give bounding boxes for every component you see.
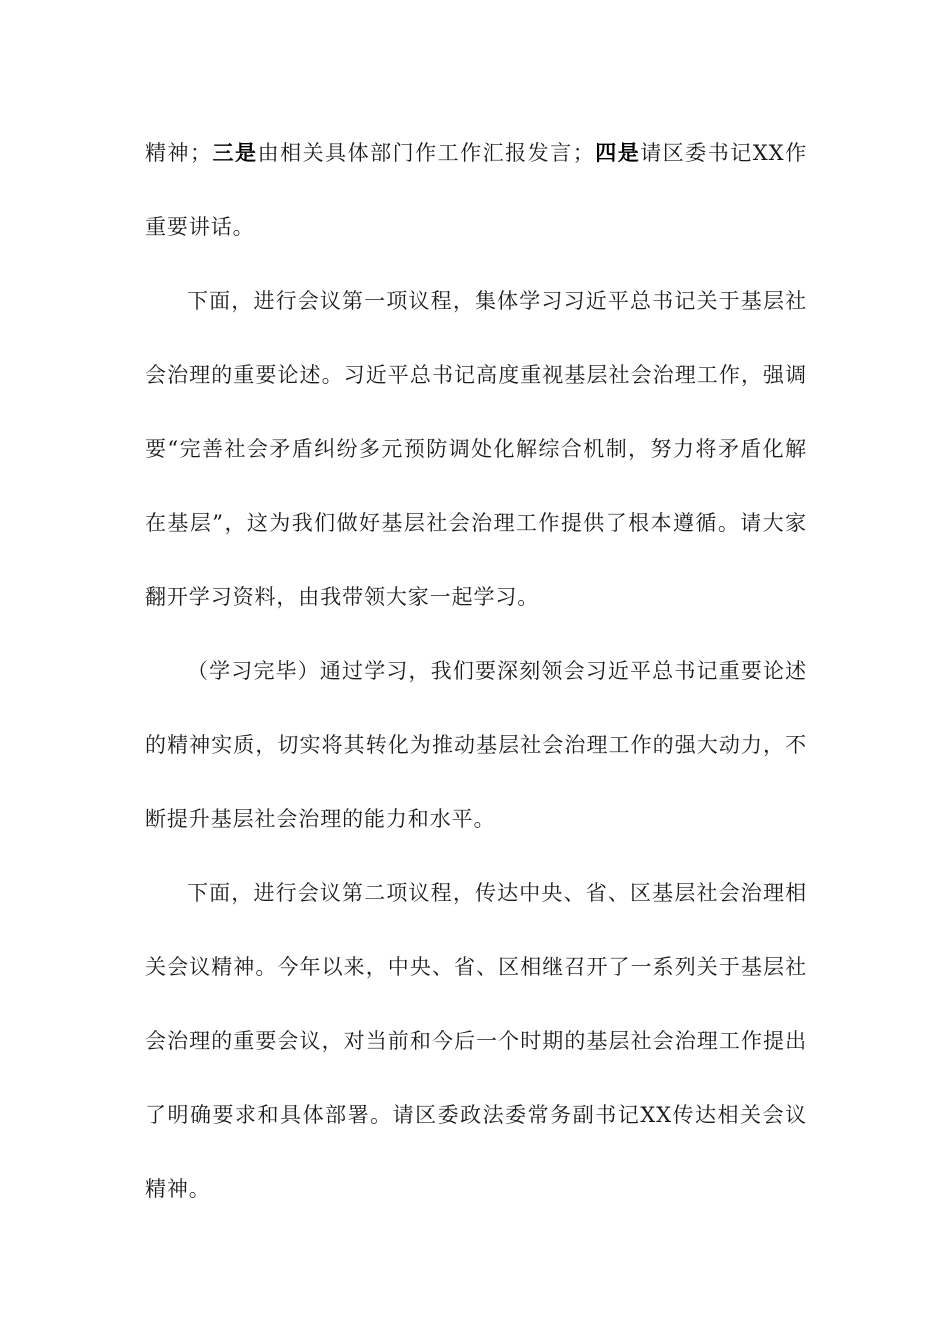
paragraph-first-agenda-item [145,264,807,634]
text-segment: 下面，进行会议第一项议程，集体学习习近平总书记关于基层社会治理的重要论述。习近平总书记高度重视基层社会治理工作，强调要“完善社会矛盾纠纷多元预防调处化解综合机制，努力将矛盾化解在基层”，这为我们做好基层社会治理工作提供了根本遵循。请大家翻开学习资料，由我带领大家一起学习。 [145,289,807,609]
paragraph-agenda-continuation [145,116,807,264]
text-segment: 精神； [145,141,212,165]
bold-label-fourth: 四是 [594,140,641,165]
bold-label-third: 三是 [211,140,258,165]
text-segment: （学习完毕）通过学习，我们要深刻领会习近平总书记重要论述的精神实质，切实将其转化为推动基层社会治理工作的强大动力，不断提升基层社会治理的能力和水平。 [145,659,807,831]
text-segment: 由相关具体部门作工作汇报发言； [257,141,595,165]
text-segment: 请区委书记XX作重要讲话。 [145,141,807,239]
document-body [145,116,807,1226]
paragraph-study-summary [145,634,807,856]
paragraph-second-agenda-item [145,856,807,1226]
text-segment: 下面，进行会议第二项议程，传达中央、省、区基层社会治理相关会议精神。今年以来，中央、省、区相继召开了一系列关于基层社会治理的重要会议，对当前和今后一个时期的基层社会治理工作提出了明确要求和具体部署。请区委政法委常务副书记XX传达相关会议精神。 [145,881,807,1201]
